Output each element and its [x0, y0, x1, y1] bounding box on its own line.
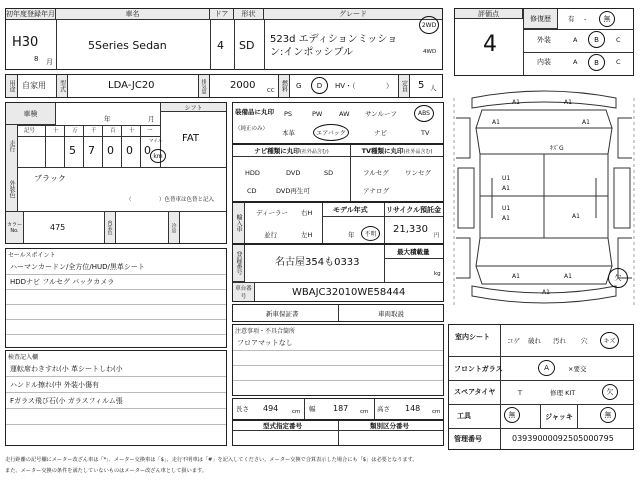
- max-load-unit: kg: [434, 271, 441, 277]
- diagram-note: ｷｽﾞG: [550, 145, 564, 152]
- seat-tear: 破れ: [528, 337, 541, 345]
- diagram-mark-8: A1: [502, 215, 510, 222]
- navi-hdd: HDD: [245, 169, 260, 177]
- diagram-mark-3: A1: [492, 119, 500, 126]
- docs-new-car: 新車保証書: [266, 310, 299, 318]
- diagram-marker-circle: 欠: [608, 268, 628, 288]
- length-unit: cm: [292, 409, 301, 415]
- exterior-label: 外装: [537, 36, 551, 44]
- width-value: 187: [333, 404, 349, 413]
- sales-point-line1: ハーマンカードン/全方位/HUD/黒革シート: [10, 263, 145, 271]
- length-label: 長さ: [236, 405, 249, 413]
- reg-date-header: 初年度登録年月: [6, 10, 55, 18]
- displacement-unit: CC: [267, 88, 275, 94]
- front-glass-a-circle: A: [538, 360, 555, 376]
- mileage-man: 万: [72, 128, 78, 134]
- notes-value: フロアマットなし: [237, 339, 293, 347]
- class-number-label: 類別区分番号: [370, 422, 409, 430]
- model-name: 5Series Sedan: [88, 39, 167, 52]
- mileage-digit-4: 0: [126, 144, 133, 157]
- mileage-digit-3: 0: [107, 144, 114, 157]
- recycle-unit: 円: [434, 233, 440, 239]
- equipment-ps: PS: [284, 110, 293, 118]
- type-number-label: 型式指定番号: [263, 422, 302, 430]
- door-count: 4: [217, 39, 224, 52]
- mileage-km-circle: km: [150, 149, 166, 163]
- diagram-mark-9: A1: [572, 213, 580, 220]
- model-header: 車名: [56, 9, 210, 20]
- diagram-mark-7: U1: [502, 205, 511, 212]
- mileage-digit-1: 5: [69, 144, 76, 157]
- interior-color-header: 内装色: [104, 212, 116, 243]
- footer-line2: また、メーター交換の条件を満たしていないものはメーター改ざん車として扱います。: [5, 468, 207, 474]
- grade-value: 523d エディションミッション:インポッシブル: [270, 34, 398, 58]
- usage-value: 自家用: [22, 81, 46, 90]
- tools-label: 工具: [457, 412, 471, 420]
- sales-point-label: セールスポイント: [8, 252, 56, 259]
- tv-header: TV種類に丸印(社外品含む): [351, 145, 443, 157]
- seat-dirt: 汚れ: [553, 337, 566, 345]
- repair-dash: -: [584, 15, 587, 23]
- mileage-digit-2: 7: [88, 144, 95, 157]
- length-value: 494: [263, 404, 279, 413]
- diagram-mark-5: U1: [502, 175, 511, 182]
- shape-header: 形状: [234, 9, 264, 20]
- interior-label: 内装: [537, 58, 551, 66]
- mileage-header: 走行: [6, 125, 18, 167]
- score-value: 4: [483, 32, 497, 57]
- reg-month: 8: [34, 55, 39, 63]
- repair-header: 修復歴: [524, 9, 558, 29]
- seat-scratch-circle: キズ: [600, 332, 619, 349]
- import-parallel: 並行: [264, 231, 277, 239]
- exterior-a: A: [573, 36, 578, 44]
- capacity-header: 定員: [398, 75, 410, 97]
- recycle-value: 21,330: [393, 224, 428, 235]
- spare-tire-t: T: [518, 389, 522, 397]
- fuel-header: 燃料: [278, 75, 290, 97]
- navi-header: ナビ種類に丸印(社外品含む): [233, 145, 350, 157]
- recycle-label: リサイクル預託金: [386, 206, 442, 214]
- docs-manual: 車両取説: [378, 310, 404, 318]
- cold-header: 冷房: [168, 212, 180, 243]
- notes-label: 注意事項・不具合箇所: [235, 328, 296, 335]
- fuel-g: G: [296, 82, 302, 90]
- row2-block: [5, 74, 443, 98]
- import-left: 左H: [301, 231, 313, 239]
- drive-2wd-circle: 2WD: [419, 16, 439, 34]
- reg-month-unit: 月: [46, 58, 53, 66]
- color-no-header: カラーNo.: [6, 212, 24, 243]
- mileage-note-label: 記号: [24, 128, 36, 134]
- footer-line1: 走行距離の記号欄にメーター改ざん車は「*」、メーター交換車は「$」、走行不明車は「#」を記入してください。メーター交換で合算表示した場合にも「$」は必要となります。: [5, 457, 418, 463]
- width-unit: cm: [360, 409, 369, 415]
- body-shape: SD: [239, 39, 255, 52]
- reg-year: H30: [12, 35, 39, 50]
- model-year-unit: 年: [348, 231, 355, 239]
- management-value: 03939000092505000795: [512, 434, 614, 443]
- shift-header: シフト: [161, 103, 226, 112]
- diagram-mark-1: A1: [512, 99, 520, 106]
- inspector-label: 検査記入欄: [8, 354, 39, 361]
- displacement-value: 2000: [230, 80, 256, 91]
- diagram-mark-10: A1: [512, 273, 520, 280]
- interior-a: A: [573, 58, 578, 66]
- repair-yes: 有: [568, 15, 575, 23]
- repair-no-circle: 無: [599, 11, 615, 27]
- mileage-ten: 十: [129, 128, 135, 134]
- shift-value: FAT: [182, 133, 200, 144]
- diagram-mark-6: A1: [502, 185, 510, 192]
- exterior-c: C: [616, 36, 621, 44]
- diagram-mark-11: A1: [564, 273, 572, 280]
- import-right: 右H: [301, 209, 313, 217]
- tv-analog: アナログ: [363, 187, 389, 195]
- equipment-sub: （純正のみ）: [235, 126, 269, 132]
- inspector-line2: ハンドル擦れ(中 外装小傷有: [10, 381, 99, 389]
- color-note: （ ）色替車は色替と記入: [126, 197, 215, 203]
- fuel-paren: ）: [386, 82, 393, 90]
- capacity-value: 5: [418, 80, 425, 91]
- exterior-b-circle: B: [588, 31, 605, 48]
- mileage-digit-5: 0: [144, 144, 151, 157]
- navi-cd: CD: [247, 187, 257, 195]
- front-glass-label: フロントガラス: [454, 365, 503, 373]
- import-header: 輸入車: [233, 203, 245, 243]
- tools-none-circle: 無: [504, 407, 520, 423]
- color-value: ブラック: [34, 174, 66, 183]
- mileage-one: 一: [147, 128, 153, 134]
- equipment-pw: PW: [312, 110, 323, 118]
- fuel-hv: HV・（: [335, 82, 356, 90]
- sales-point-line2: HDDナビ フルセグ バックカメラ: [10, 278, 115, 286]
- navi-dvd: DVD: [286, 169, 301, 177]
- spare-tire-label: スペアタイヤ: [454, 388, 496, 396]
- management-label: 管理番号: [454, 435, 482, 443]
- equipment-label: 装備品に丸印: [235, 108, 274, 116]
- plate-value: 名古屋354も0333: [275, 257, 360, 268]
- mileage-thousand: 千: [91, 128, 97, 134]
- max-load-label: 最大積載量: [397, 248, 430, 256]
- model-year-unknown-circle: 不明: [361, 226, 380, 241]
- navi-dvd-play: DVD再生可: [276, 187, 310, 195]
- damage-diagram: [452, 88, 636, 318]
- interior-seat-label: 室内シート: [455, 333, 490, 341]
- model-type-value: LDA-JC20: [108, 80, 155, 91]
- spare-tire-kit: 修理 KIT: [550, 389, 576, 397]
- seat-burn: コゲ: [507, 337, 520, 345]
- inspection-month: 月: [148, 115, 155, 123]
- displacement-header: 排気量: [198, 75, 210, 97]
- diagram-mark-12: A1: [542, 289, 550, 296]
- grade-header: グレード: [264, 9, 442, 20]
- import-dealer: ディーラー: [256, 209, 288, 217]
- inspection-year: 年: [104, 115, 111, 123]
- interior-c: C: [616, 58, 621, 66]
- tv-oneseg: ワンセグ: [405, 169, 431, 177]
- height-value: 148: [405, 404, 421, 413]
- height-unit: cm: [432, 409, 441, 415]
- capacity-unit: 人: [430, 84, 437, 92]
- color-header: 外装色: [6, 167, 18, 211]
- equipment-aw: AW: [339, 110, 350, 118]
- interior-b-circle: B: [588, 54, 605, 71]
- fuel-d-circle: D: [311, 77, 328, 94]
- spare-tire-none-circle: 欠: [602, 384, 618, 400]
- vin-value: WBAJC32010WE58444: [292, 287, 406, 298]
- mileage-mile: マイル: [149, 139, 163, 144]
- inspector-line3: Fガラス飛び石(小 ガラスフィルム張: [10, 397, 123, 405]
- score-header: 評価点: [455, 9, 523, 19]
- vin-header: 車台番号: [233, 283, 255, 301]
- equipment-sunroof: サンルーフ: [365, 110, 397, 118]
- front-glass-x: ×要交: [568, 365, 587, 373]
- inspection-header: 車検: [6, 103, 56, 125]
- mileage-ten-thousand: 十: [53, 128, 59, 134]
- color-no-value: 475: [50, 223, 66, 232]
- seat-hole: 穴: [581, 337, 588, 345]
- model-year-label: モデル年式: [333, 206, 368, 214]
- equipment-navi: ナビ: [374, 129, 387, 137]
- model-type-header: 型式: [56, 75, 68, 97]
- navi-sd: SD: [324, 169, 334, 177]
- width-label: 幅: [309, 405, 316, 413]
- door-header: ドア: [210, 9, 234, 20]
- usage-header: 用途: [6, 75, 18, 97]
- plate-header: 登録番号: [233, 245, 245, 282]
- tv-fullseg: フルセグ: [363, 169, 389, 177]
- jack-none-circle: 無: [600, 407, 616, 423]
- equipment-airbag-circle: エアバック: [313, 124, 349, 141]
- height-label: 高さ: [377, 405, 390, 413]
- equipment-tv: TV: [421, 129, 430, 137]
- diagram-mark-2: A1: [564, 99, 572, 106]
- mileage-hundred: 百: [110, 128, 116, 134]
- equipment-abs-circle: ABS: [414, 105, 434, 122]
- drive-4wd: 4WD: [423, 49, 437, 55]
- diagram-mark-4: A1: [582, 119, 590, 126]
- jack-header: ジャッキ: [540, 405, 578, 428]
- inspector-line1: 運転席わきすれ(小 革シートしわ(小: [10, 365, 123, 373]
- equipment-leather: 本革: [282, 129, 295, 137]
